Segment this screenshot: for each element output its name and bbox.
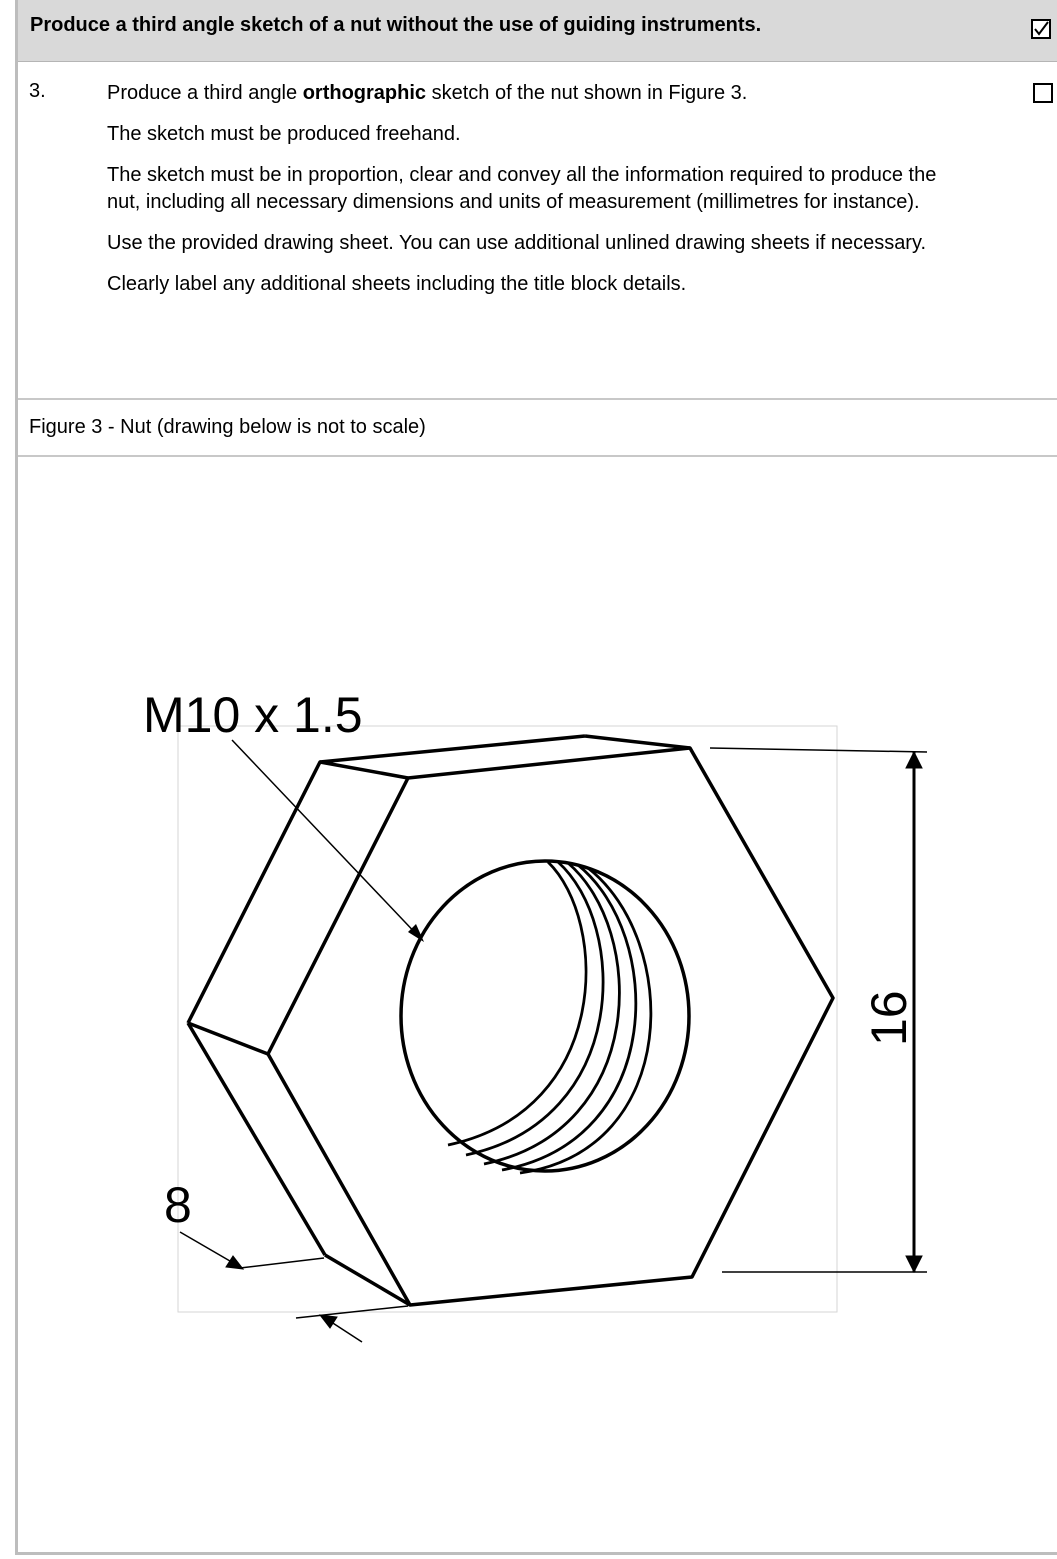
- task-proportion-note: The sketch must be in proportion, clear and convey all the information required to produce the nut, including all necessary dimensions and units of measurement (millimetres for instance).: [107, 164, 937, 213]
- task-freehand-note: The sketch must be produced freehand.: [107, 123, 461, 145]
- arrowhead: [320, 1315, 337, 1328]
- height-dimension: [710, 748, 927, 1272]
- task-label-note: Clearly label any additional sheets including the title block details.: [107, 273, 687, 295]
- nut-front-face: [268, 748, 833, 1305]
- thread-hole: [401, 861, 689, 1173]
- criteria-title: Produce a third angle sketch of a nut without the use of guiding instruments.: [30, 14, 762, 36]
- arrowhead: [226, 1256, 243, 1269]
- extension-line: [710, 748, 927, 752]
- arrowhead: [906, 752, 922, 768]
- thread-callout: [143, 687, 424, 942]
- nut-lower-edge: [188, 1023, 325, 1255]
- thread-line: [448, 862, 586, 1145]
- nut-side-face-top: [188, 762, 408, 1023]
- arrowhead: [906, 1256, 922, 1272]
- drawing-bounding-box: [178, 726, 837, 1312]
- nut-top-edge: [585, 736, 690, 748]
- thread-line: [520, 868, 651, 1173]
- task-number: 3.: [29, 80, 46, 102]
- thread-line: [484, 863, 619, 1164]
- height-dimension-label: 16: [861, 990, 917, 1046]
- task-sheet-note: Use the provided drawing sheet. You can use additional unlined drawing sheets if necessary.: [107, 232, 927, 254]
- figure-caption: Figure 3 - Nut (drawing below is not to scale): [29, 416, 426, 438]
- thickness-dimension: [164, 1177, 408, 1342]
- extension-line: [240, 1258, 324, 1268]
- thread-spec-label: M10 x 1.5: [143, 687, 363, 743]
- thread-line: [502, 865, 636, 1170]
- task-instruction: Produce a third angle orthographic sketch of the nut shown in Figure 3.: [107, 82, 748, 104]
- thread-hole-outline: [401, 861, 689, 1171]
- nut-outline: [188, 736, 833, 1305]
- nut-chamfer-edge: [188, 1023, 268, 1054]
- thread-leader-line: [232, 740, 422, 940]
- thickness-dimension-label: 8: [164, 1177, 192, 1233]
